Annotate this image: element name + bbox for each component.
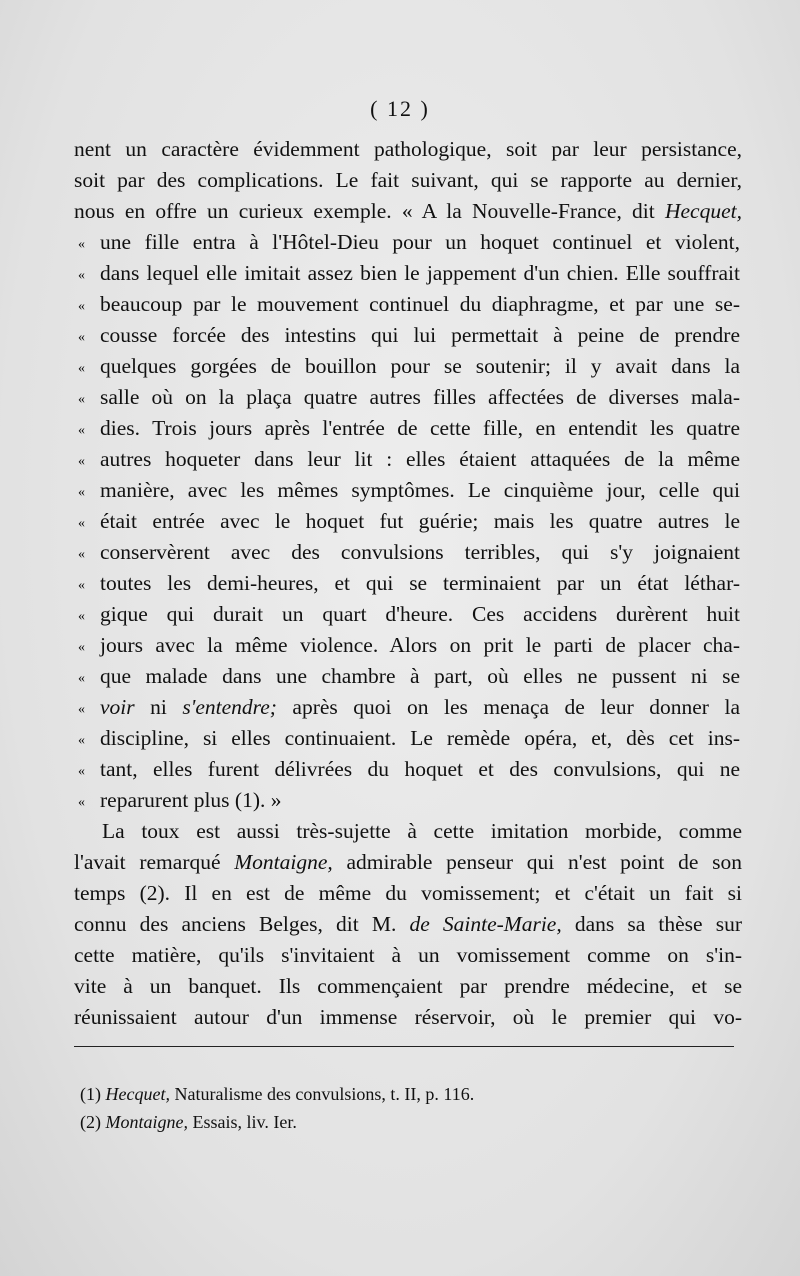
line-text: une fille entra à l'Hôtel-Dieu pour un hoquet continuel et violent,: [100, 230, 740, 254]
quote-mark: «: [78, 360, 85, 376]
quote-mark: «: [78, 391, 85, 407]
text-line: [74, 909, 742, 940]
quote-mark: «: [78, 546, 85, 562]
quote-mark: «: [78, 701, 85, 717]
italic-text: Hecquet,: [664, 199, 742, 223]
quote-mark: «: [78, 670, 85, 686]
text-line: [74, 134, 742, 165]
line-text: vite à un banquet. Ils commençaient par prendre médecine, et se: [74, 974, 742, 998]
quote-mark: «: [78, 236, 85, 252]
line-text: toutes les demi-heures, et qui se terminaient par un état léthar-: [100, 571, 740, 595]
line-text: cette matière, qu'ils s'invitaient à un vomissement comme on s'in-: [74, 943, 742, 967]
line-text: était entrée avec le hoquet fut guérie; mais les quatre autres le: [100, 509, 740, 533]
quoted-line: [74, 785, 742, 816]
page-number: ( 12 ): [370, 96, 430, 121]
line-text: autres hoqueter dans leur lit : elles étaient attaquées de la même: [100, 447, 740, 471]
footnote-rule: [74, 1046, 734, 1047]
quoted-line: [74, 444, 742, 475]
line-text: dans sa thèse sur: [561, 912, 742, 936]
line-text: nent un caractère évidemment pathologique, soit par leur persistance,: [74, 137, 742, 161]
line-text: admirable penseur qui n'est point de son: [332, 850, 742, 874]
text-line: [74, 847, 742, 878]
italic-text: Montaigne,: [234, 850, 333, 874]
quoted-line: [74, 692, 742, 723]
quoted-line: [74, 475, 742, 506]
text-line: [74, 816, 742, 847]
italic-text: voir: [100, 695, 135, 719]
quote-mark: «: [78, 298, 85, 314]
line-text: beaucoup par le mouvement continuel du diaphragme, et par une se-: [100, 292, 740, 316]
line-text: La toux est aussi très-sujette à cette imitation morbide, comme: [102, 819, 742, 843]
line-text: ni: [134, 695, 183, 719]
quote-mark: «: [78, 484, 85, 500]
line-text: dies. Trois jours après l'entrée de cette fille, en entendit les quatre: [100, 416, 740, 440]
line-text: soit par des complications. Le fait suivant, qui se rapporte au dernier,: [74, 168, 742, 192]
footnote-number: (1): [80, 1084, 101, 1104]
quote-mark: «: [78, 577, 85, 593]
line-text: discipline, si elles continuaient. Le remède opéra, et, dès cet ins-: [100, 726, 740, 750]
line-text: conservèrent avec des convulsions terribles, qui s'y joignaient: [100, 540, 740, 564]
line-text: gique qui durait un quart d'heure. Ces accidens durèrent huit: [100, 602, 740, 626]
footnote-number: (2): [80, 1112, 101, 1132]
text-line: [74, 165, 742, 196]
quoted-line: [74, 661, 742, 692]
quote-mark: «: [78, 267, 85, 283]
line-text: cousse forcée des intestins qui lui permettait à peine de prendre: [100, 323, 740, 347]
text-line: [74, 940, 742, 971]
text-line: [74, 878, 742, 909]
text-line: [74, 971, 742, 1002]
quoted-line: [74, 289, 742, 320]
quoted-line: [74, 382, 742, 413]
line-text: l'avait remarqué: [74, 850, 235, 874]
footnote-author: Montaigne,: [105, 1112, 188, 1132]
quoted-line: [74, 258, 742, 289]
line-text: reparurent plus (1). »: [100, 788, 282, 812]
quoted-line: [74, 227, 742, 258]
line-text: temps (2). Il en est de même du vomissement; et c'était un fait si: [74, 881, 742, 905]
quoted-line: [74, 568, 742, 599]
quoted-line: [74, 599, 742, 630]
italic-text: s'entendre;: [182, 695, 277, 719]
quote-mark: «: [78, 732, 85, 748]
line-text: nous en offre un curieux exemple. « A la Nouvelle-France, dit: [74, 199, 665, 223]
line-text: après quoi on les menaça de leur donner la: [276, 695, 740, 719]
line-text: [100, 692, 740, 723]
quoted-line: [74, 506, 742, 537]
quoted-line: [74, 754, 742, 785]
line-text: dans lequel elle imitait assez bien le jappement d'un chien. Elle souffrait: [100, 261, 740, 285]
quoted-line: [74, 320, 742, 351]
quoted-line: [74, 413, 742, 444]
text-line: [74, 1002, 742, 1033]
footnote-line: [80, 1080, 720, 1108]
quote-mark: «: [78, 608, 85, 624]
quote-mark: «: [78, 515, 85, 531]
quote-mark: «: [78, 794, 85, 810]
quoted-line: [74, 351, 742, 382]
quote-mark: «: [78, 763, 85, 779]
footnote-line: [80, 1108, 720, 1136]
line-text: salle où on la plaça quatre autres filles affectées de diverses mala-: [100, 385, 740, 409]
footnote-text: Essais, liv. Ier.: [188, 1112, 297, 1132]
footnotes: [80, 1080, 720, 1136]
footnote-text: Naturalisme des convulsions, t. II, p. 116.: [169, 1084, 475, 1104]
line-text: connu des anciens Belges, dit M.: [74, 912, 410, 936]
body-text: [74, 134, 742, 1033]
quote-mark: «: [78, 639, 85, 655]
quoted-line: [74, 537, 742, 568]
line-text: jours avec la même violence. Alors on prit le parti de placer cha-: [100, 633, 740, 657]
quoted-line: [74, 723, 742, 754]
line-text: réunissaient autour d'un immense réservoir, où le premier qui vo-: [74, 1005, 742, 1029]
text-line: [74, 196, 742, 227]
quote-mark: «: [78, 453, 85, 469]
line-text: tant, elles furent délivrées du hoquet et des convulsions, qui ne: [100, 757, 740, 781]
footnote-author: Hecquet,: [105, 1084, 170, 1104]
quote-mark: «: [78, 329, 85, 345]
italic-text: de Sainte-Marie,: [409, 912, 562, 936]
quoted-line: [74, 630, 742, 661]
line-text: manière, avec les mêmes symptômes. Le cinquième jour, celle qui: [100, 478, 740, 502]
line-text: quelques gorgées de bouillon pour se soutenir; il y avait dans la: [100, 354, 740, 378]
quote-mark: «: [78, 422, 85, 438]
line-text: que malade dans une chambre à part, où elles ne pussent ni se: [100, 664, 740, 688]
